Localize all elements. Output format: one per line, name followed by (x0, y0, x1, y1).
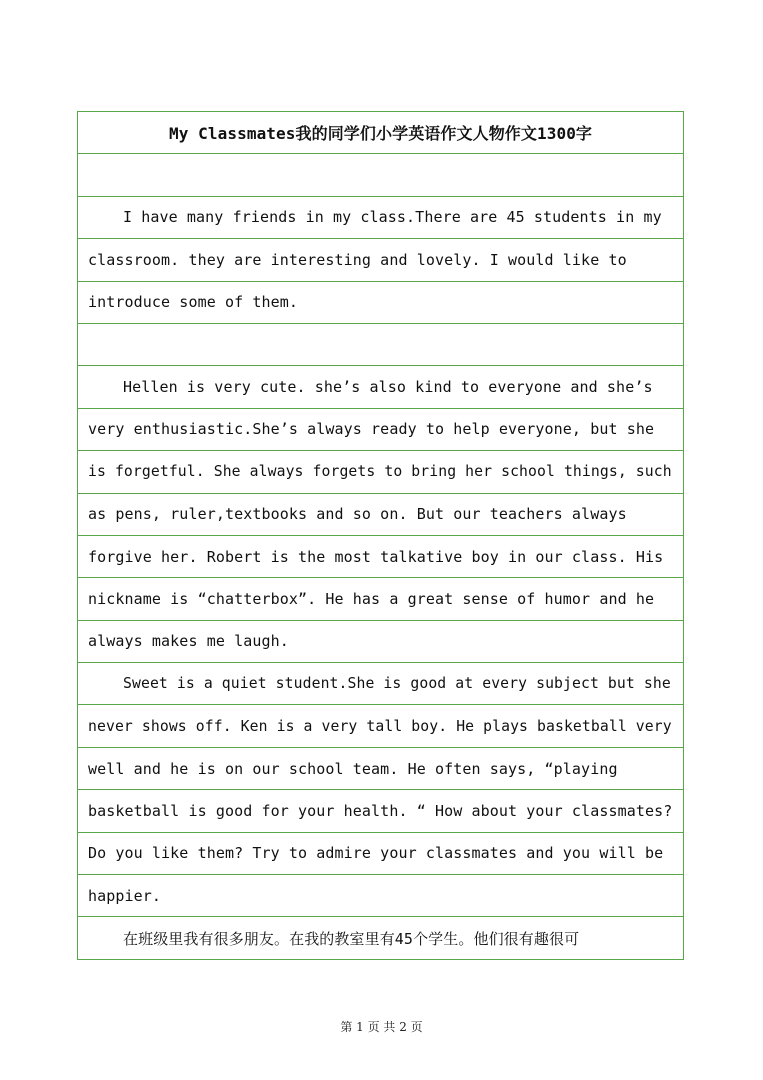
line-text: Sweet is a quiet student.She is good at every subject but she (123, 675, 671, 693)
essay-table (77, 111, 684, 960)
line-text: is forgetful. She always forgets to bring her school things, such (88, 463, 672, 481)
line-text: always makes me laugh. (88, 632, 289, 651)
table-row (78, 409, 683, 451)
page-number: 第 1 页 共 2 页 (340, 1020, 423, 1034)
table-row (78, 705, 683, 747)
table-row (78, 790, 683, 832)
line-text: forgive her. Robert is the most talkative boy in our class. His (88, 547, 664, 566)
table-row (78, 154, 683, 196)
table-row (78, 621, 683, 663)
line-text: classroom. they are interesting and lovely. I would like to (88, 250, 627, 269)
table-row (78, 536, 683, 578)
table-row (78, 366, 683, 408)
line-text: nickname is “chatterbox”. He has a great sense of humor and he (88, 589, 655, 608)
line-text: introduce some of them. (88, 293, 299, 312)
table-row (78, 663, 683, 705)
table-row (78, 324, 683, 366)
line-text: I have many friends in my class.There are 45 students in my (123, 208, 662, 227)
line-text: well and he is on our school team. He often says, “playing (88, 759, 618, 778)
line-text: basketball is good for your health. “ How about your classmates? (88, 801, 673, 820)
table-row (78, 451, 683, 493)
line-text: 在班级里我有很多朋友。在我的教室里有45个学生。他们很有趣很可 (123, 929, 580, 948)
table-row (78, 494, 683, 536)
table-row (78, 239, 683, 281)
line-text: Hellen is very cute. she’s also kind to everyone and she’s (123, 378, 653, 397)
table-row (78, 917, 683, 959)
table-row (78, 748, 683, 790)
line-text: very enthusiastic.She’s always ready to help everyone, but she (88, 420, 655, 439)
document-title (78, 112, 683, 154)
table-row (78, 833, 683, 875)
document-title-text: My Classmates我的同学们小学英语作文人物作文1300字 (168, 124, 593, 144)
table-row (78, 875, 683, 917)
table-row (78, 197, 683, 239)
line-text: as pens, ruler,textbooks and so on. But our teachers always (88, 505, 627, 524)
table-row (78, 282, 683, 324)
line-text: happier. (88, 886, 162, 905)
table-row (78, 578, 683, 620)
line-text: Do you like them? Try to admire your classmates and you will be (88, 844, 664, 863)
line-text: never shows off. Ken is a very tall boy. He plays basketball very (88, 717, 672, 735)
